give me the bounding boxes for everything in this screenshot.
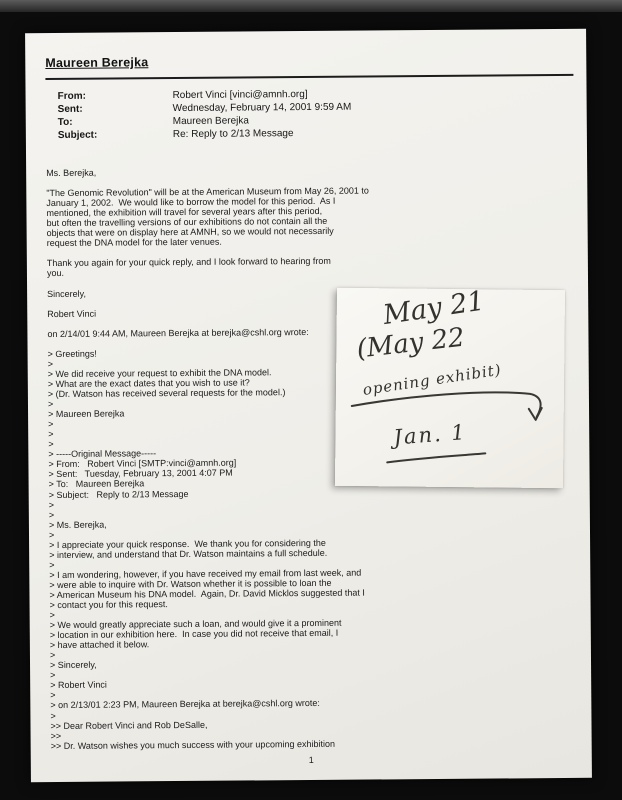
body-line: > From: Robert Vinci [SMTP:vinci@amnh.org] [48,457,237,470]
header-divider [45,74,573,80]
letterhead-name: Maureen Berejka [45,55,149,71]
body-line: you. [46,268,65,279]
body-line: > location in our exhibition here. In case you did not receive that email, I [49,627,339,641]
body-line: > Sincerely, [49,659,97,671]
body-line: > Sent: Tuesday, February 13, 2001 4:07 PM [48,468,233,480]
handwritten-line-1: May 21 [381,285,487,332]
email-header-row-subject [58,127,352,142]
body-line: but often the travelling versions of our exhibitions do not contain all the [46,216,328,229]
body-line: >> Dear Robert Vinci and Rob DeSalle, [50,719,208,731]
handwritten-line-3: opening exhibit) [361,360,503,399]
body-line: >> Dr. Watson wishes you much success with your upcoming exhibition [50,738,335,751]
body-line: > [48,429,54,440]
body-line: > [47,358,53,369]
body-line: request the DNA model for the later venues. [46,237,222,249]
sent-value: Wednesday, February 14, 2001 9:59 AM [172,101,352,115]
body-line: > Greetings! [47,348,97,359]
body-line: Thank you again for your quick reply, and I look forward to hearing from [46,256,331,269]
body-line: > [48,419,54,430]
body-line: Robert Vinci [47,308,97,319]
body-line: > [49,610,55,621]
body-line: > (Dr. Watson has received several requests for the model.) [47,387,286,400]
body-line: mentioned, the exhibition will travel for several years after this period, [46,206,323,219]
body-line: > were able to inquire with Dr. Watson whether it is possible to loan the [49,577,332,590]
to-value: Maureen Berejka [172,115,249,128]
body-line: > contact you for this request. [49,599,168,611]
body-line: > American Museum his DNA model. Again, Dr. David Micklos suggested that I [49,587,365,601]
body-line: "The Genomic Revolution" will be at the American Museum from May 26, 2001 to [46,185,369,199]
body-line: > [48,499,55,510]
body-line: on 2/14/01 9:44 AM, Maureen Berejka at berejka@cshl.org wrote: [47,326,309,339]
body-line: > on 2/13/01 2:23 PM, Maureen Berejka at berejka@cshl.org wrote: [50,698,320,711]
body-line: > Maureen Berejka [48,408,125,420]
scanner-bed-edge [0,0,622,12]
handwritten-line-2: (May 22 [355,322,467,365]
body-line: > interview, and understand that Dr. Watson maintains a full schedule. [49,547,328,560]
body-line: > We did receive your request to exhibit the DNA model. [47,367,272,379]
body-line: > We would greatly appreciate such a loan, and would give it a prominent [49,617,342,631]
body-line: > [49,559,55,570]
body-line: > [47,399,54,410]
body-line: > I am wondering, however, if you have received my email from last week, and [49,567,362,580]
body-line: > [50,670,56,681]
body-line: > [50,690,56,701]
page-number: 1 [308,754,314,766]
body-line: > -----Original Message----- [48,448,157,460]
email-header-row-sent [58,101,352,116]
subject-label: Subject: [57,129,98,141]
body-line: > What are the exact dates that you wish to use it? [47,377,250,390]
body-line: > Ms. Berejka, [48,519,107,530]
body-line: Ms. Berejka, [46,167,97,179]
body-line: > Robert Vinci [50,679,107,691]
handwritten-note [335,285,565,488]
from-value: Robert Vinci [vinci@amnh.org] [172,88,308,102]
body-line: > I appreciate your quick response. We thank you for considering the [49,537,326,550]
body-line: > [48,509,55,520]
body-line: Sincerely, [47,288,87,299]
body-line: > Subject: Reply to 2/13 Message [48,488,189,500]
body-line: > [48,439,54,450]
body-line: > have attached it below. [49,639,150,651]
sent-label: Sent: [57,103,83,115]
subject-value: Re: Reply to 2/13 Message [172,128,294,141]
body-line: > [48,529,55,540]
body-line: > To: Maureen Berejka [48,478,145,490]
to-label: To: [57,116,73,128]
email-header-block [58,88,352,142]
from-label: From: [57,90,86,102]
handwritten-line-4: Jan. 1 [392,420,468,450]
body-line: objects that were on display here at AMNH, so we would not necessarily [46,226,334,239]
body-line: January 1, 2002. We would like to borrow the model for this period. As I [46,195,336,209]
body-line: >> [50,730,62,741]
body-line: > [49,650,56,661]
body-line: > [50,710,56,721]
